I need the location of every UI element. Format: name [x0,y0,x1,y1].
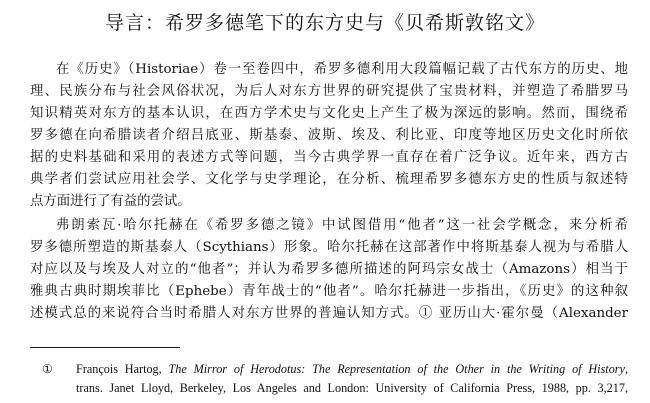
body-line: 对应以及与埃及人对立的“他者”；并认为希罗多德所描述的阿玛宗女战士（Amazons）相当于 [30,262,628,277]
body-line: 述模式总的来说符合当时希腊人对东方世界的普遍认知方式。① 亚历山大·霍尔曼（Alexander [30,306,628,321]
body-line: 点方面进行了有益的尝试。 [30,194,191,209]
footnote-author: François Hartog, [76,362,169,376]
body-line: 在《历史》（Historiae）卷一至卷四中，希罗多德利用大段篇幅记载了古代东方的历史、地 [56,62,628,77]
body-line: 雅典古典时期埃菲比（Ephebe）青年战士的“他者”。哈尔托赫进一步指出，《历史》的这种叙 [30,284,628,299]
body-line: 罗多德所塑造的斯基泰人（Scythians）形象。哈尔托赫在这部著作中将斯基泰人视为与希腊人 [30,240,628,255]
body-line: 知识精英对东方的基本认识，在西方学术史与文化史上产生了极为深远的影响。然而，围绕希 [30,106,628,121]
footnote-line [76,361,628,377]
body-line: 理、民族分布与社会风俗状况，为后人对东方世界的研究提供了宝贵材料，并塑造了希腊罗马 [30,84,628,99]
footnote-line: trans. Janet Lloyd, Berkeley, Los Angeles and London: University of California Press, 1988, pp. 3,217, [76,381,628,395]
body-line: 典学者们尝试应用社会学、文化学与史学理论，在分析、梳理希罗多德东方史的性质与叙述特 [30,172,628,187]
body-line: 罗多德在向希腊读者介绍吕底亚、斯基泰、波斯、埃及、利比亚、印度等地区历史文化时所依 [30,128,628,143]
body-line: 弗朗索瓦·哈尔托赫在《希罗多德之镜》中试图借用“他者”这一社会学概念，来分析希 [56,218,628,233]
footnote-book-title: The Mirror of Herodotus: The Representation of the Other in the Writing of History [168,362,625,376]
footnote-punct: , [624,362,628,376]
footnote-divider [30,347,180,348]
body-line: 据的史料基础和采用的表述方式等问题，当今古典学界一直存在着广泛争议。近年来，西方古 [30,150,628,165]
footnote-marker: ① [42,362,53,376]
page-title: 导言：希罗多德笔下的东方史与《贝希斯敦铭文》 [104,12,545,34]
